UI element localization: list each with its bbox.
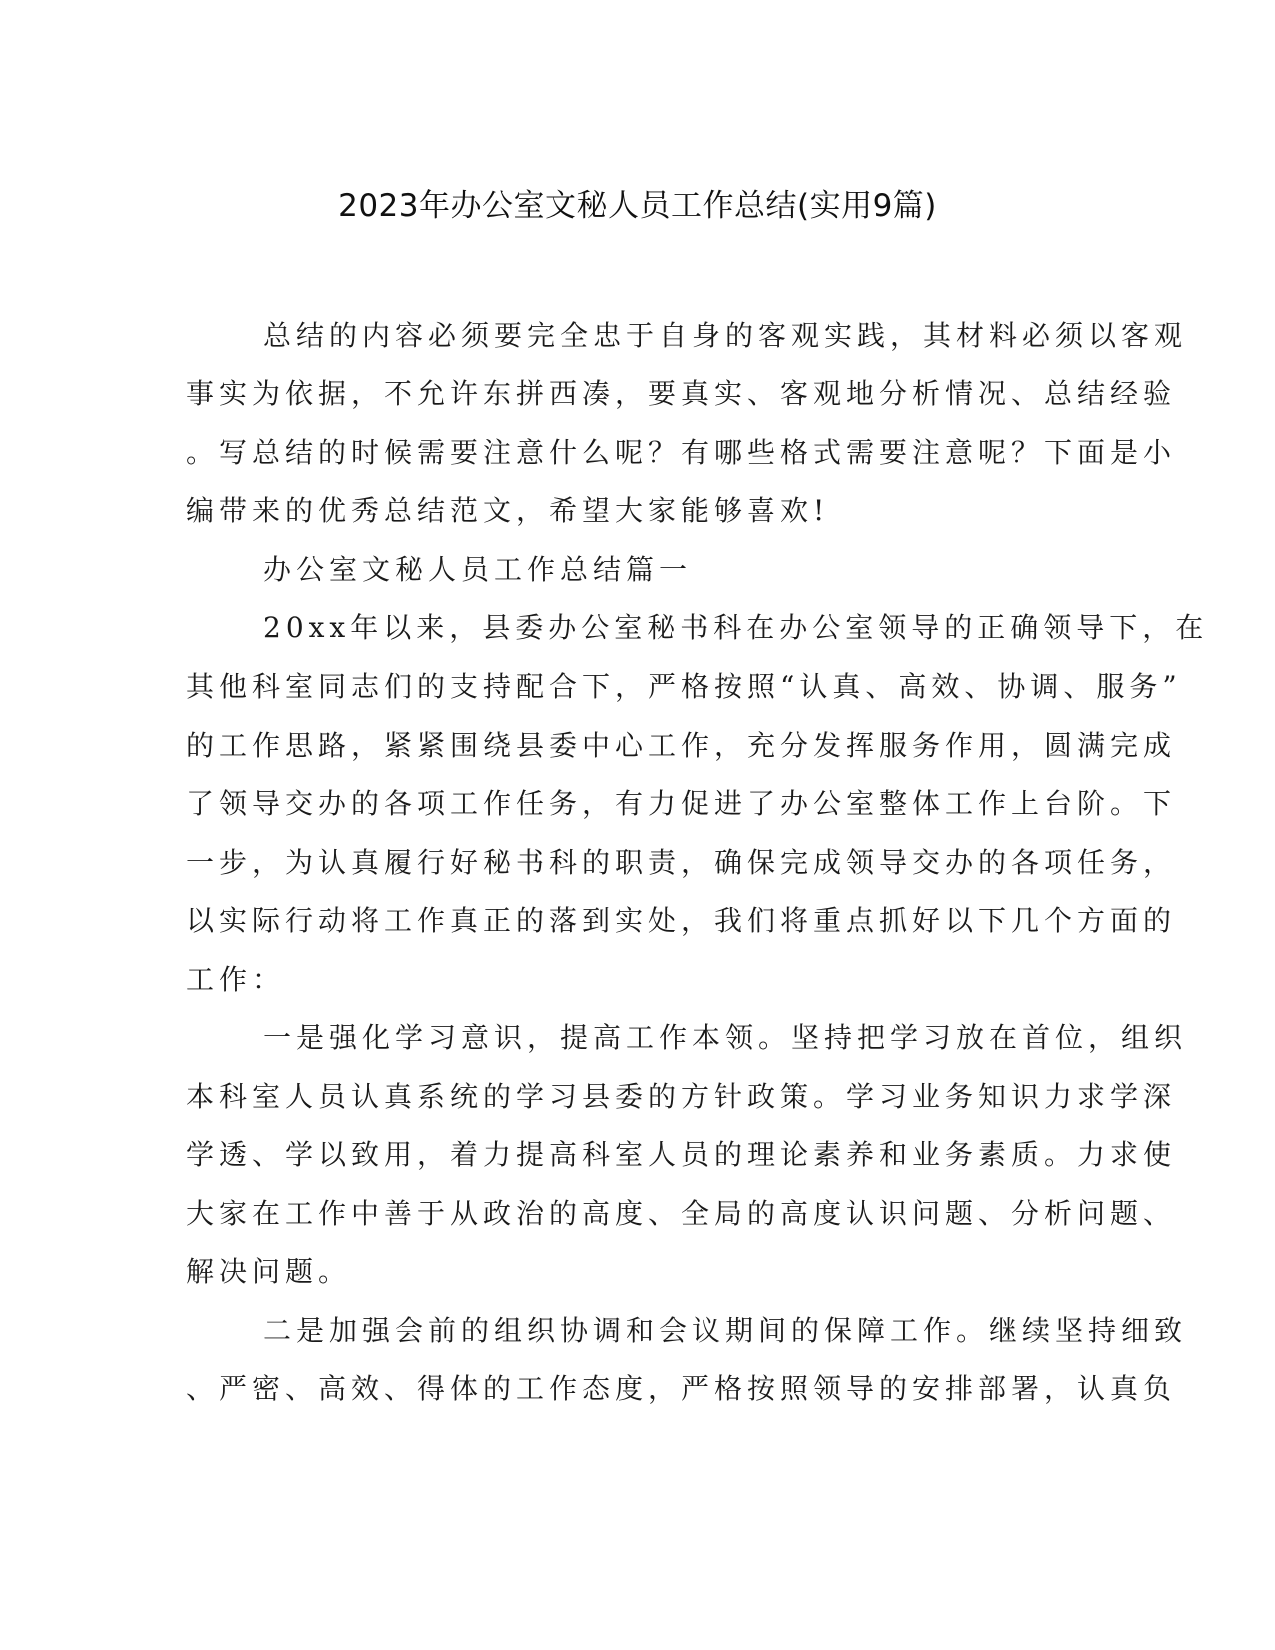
body-line: 工作：: [186, 963, 286, 996]
body-line: 20xx年以来，县委办公室秘书科在办公室领导的正确领导下，在: [263, 611, 1209, 644]
body-line: 。写总结的时候需要注意什么呢？有哪些格式需要注意呢？下面是小: [186, 436, 1177, 469]
body-line: 其他科室同志们的支持配合下，严格按照“认真、高效、协调、服务”: [186, 670, 1182, 703]
body-line: 学透、学以致用，着力提高科室人员的理论素养和业务素质。力求使: [186, 1138, 1177, 1171]
body-line: 的工作思路，紧紧围绕县委中心工作，充分发挥服务作用，圆满完成: [186, 729, 1177, 762]
body-line: 了领导交办的各项工作任务，有力促进了办公室整体工作上台阶。下: [186, 787, 1177, 820]
body-line: 一步，为认真履行好秘书科的职责，确保完成领导交办的各项任务，: [186, 846, 1177, 879]
body-line: 一是强化学习意识，提高工作本领。坚持把学习放在首位，组织: [263, 1021, 1188, 1054]
body-line: 编带来的优秀总结范文，希望大家能够喜欢!: [186, 494, 830, 527]
document-title: 2023年办公室文秘人员工作总结(实用9篇): [338, 188, 937, 224]
body-line: 解决问题。: [186, 1255, 352, 1288]
body-line: 二是加强会前的组织协调和会议期间的保障工作。继续坚持细致: [263, 1314, 1188, 1347]
body-line: 本科室人员认真系统的学习县委的方针政策。学习业务知识力求学深: [186, 1080, 1177, 1113]
body-line: 以实际行动将工作真正的落到实处，我们将重点抓好以下几个方面的: [186, 904, 1177, 937]
body-line: 、严密、高效、得体的工作态度，严格按照领导的安排部署，认真负: [186, 1372, 1177, 1405]
body-line: 总结的内容必须要完全忠于自身的客观实践，其材料必须以客观: [263, 319, 1188, 352]
body-line: 大家在工作中善于从政治的高度、全局的高度认识问题、分析问题、: [186, 1197, 1177, 1230]
body-line: 事实为依据，不允许东拼西凑，要真实、客观地分析情况、总结经验: [186, 377, 1177, 410]
section-heading: 办公室文秘人员工作总结篇一: [263, 553, 693, 586]
